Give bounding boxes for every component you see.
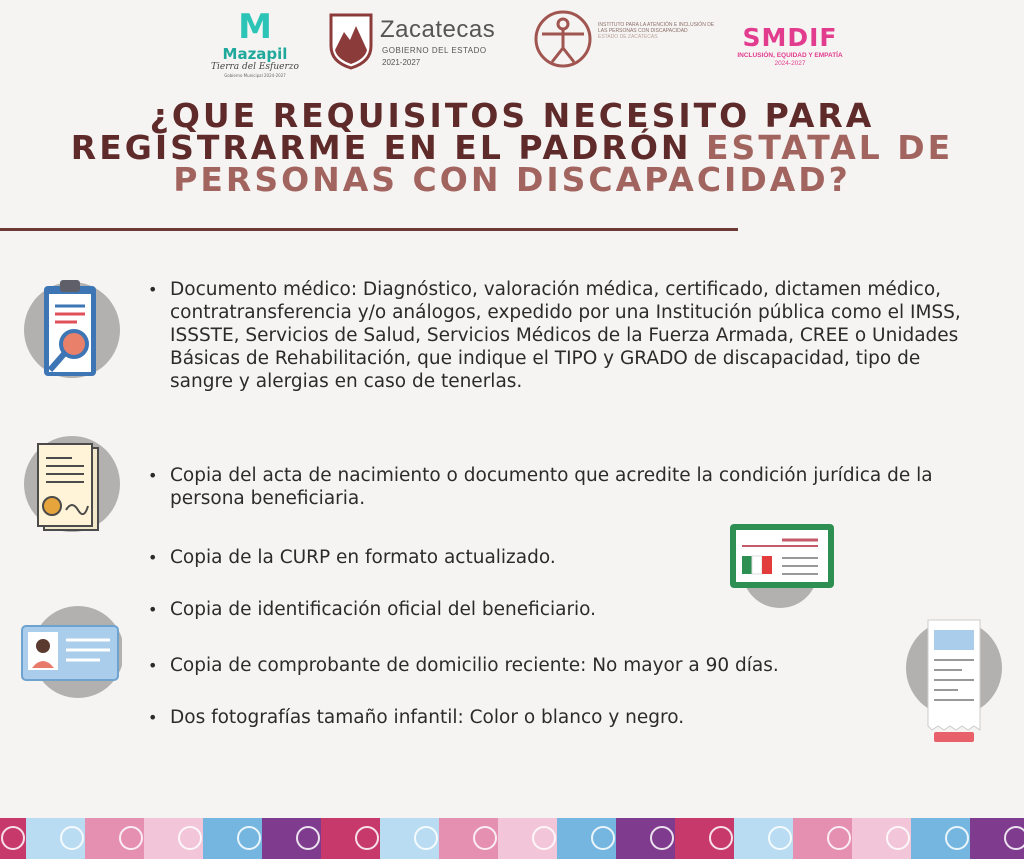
footer-tile — [85, 818, 119, 859]
bullet-icon: • — [148, 656, 158, 675]
footer-tile — [675, 818, 709, 859]
mazapil-logo-tagline: Tierra del Esfuerzo — [211, 62, 299, 72]
footer-tile — [177, 818, 204, 859]
instituto-logo-name: INSTITUTO PARA LA ATENCIÓN E INCLUSIÓN DE LAS PERSONAS CON DISCAPACIDAD — [598, 22, 715, 34]
requirement-text: Copia del acta de nacimiento o documento que acredite la condición jurídica de la persona beneficiaria. — [170, 465, 933, 509]
footer-tile — [885, 818, 912, 859]
zacatecas-logo-period: 2021-2027 — [382, 58, 421, 67]
title-line-2-dark: REGISTRARME EN EL PADRÓN — [70, 128, 692, 167]
footer-tile — [144, 818, 178, 859]
title-line-2-light: ESTATAL DE — [706, 128, 954, 167]
footer-tile — [793, 818, 827, 859]
footer-tile — [26, 818, 60, 859]
mazapil-logo-name: Mazapil — [222, 45, 288, 63]
requirement-text: Documento médico: Diagnóstico, valoración médica, certificado, dictamen médico, contratransferencia y/o análogos, expedido por una Institución pública como el IMSS, ISSSTE, Servicios de Salud, Servicios Médicos de la Fuerza Armada, CREE o Unidades Básicas de Rehabilitación, que indique el TIPO y GRADO de discapacidad, tipo de sangre y alergias en caso de tenerlas. — [170, 279, 961, 392]
footer-tile — [321, 818, 355, 859]
list-item — [148, 654, 908, 680]
footer-tile — [236, 818, 263, 859]
footer-tile — [295, 818, 322, 859]
footer-tile — [380, 818, 414, 859]
footer-tile — [1003, 818, 1024, 859]
smdif-logo-period: 2024-2027 — [774, 60, 806, 67]
footer-tile — [0, 818, 27, 859]
zacatecas-logo-subtitle: GOBIERNO DEL ESTADO — [382, 46, 487, 55]
mazapil-logo-mark: M — [238, 7, 272, 47]
list-item — [148, 706, 808, 732]
footer-tile — [767, 818, 794, 859]
footer-tiles — [0, 818, 1024, 859]
bullet-icon: • — [148, 708, 158, 727]
decorative-footer-pattern — [0, 818, 1024, 859]
bullet-icon: • — [148, 466, 158, 485]
list-item — [148, 598, 768, 624]
footer-tile — [472, 818, 499, 859]
footer-tile — [59, 818, 86, 859]
footer-tile — [262, 818, 296, 859]
requirement-text: Copia de comprobante de domicilio reciente: No mayor a 90 días. — [170, 655, 779, 676]
list-item — [148, 278, 988, 438]
footer-tile — [734, 818, 768, 859]
title-line-3: PERSONAS CON DISCAPACIDAD? — [173, 160, 851, 199]
footer-tile — [203, 818, 237, 859]
smdif-logo-slogan: INCLUSIÓN, EQUIDAD Y EMPATÍA — [737, 52, 843, 59]
footer-tile — [531, 818, 558, 859]
footer-tile — [944, 818, 971, 859]
footer-tile — [439, 818, 473, 859]
bullet-icon: • — [148, 548, 158, 567]
list-item — [148, 546, 668, 572]
footer-tile — [649, 818, 676, 859]
footer-tile — [970, 818, 1004, 859]
zacatecas-logo-name: Zacatecas — [380, 16, 496, 43]
footer-tile — [118, 818, 145, 859]
bullet-icon: • — [148, 600, 158, 619]
footer-tile — [852, 818, 886, 859]
footer-tile — [590, 818, 617, 859]
list-item — [148, 464, 948, 514]
footer-tile — [498, 818, 532, 859]
footer-tile — [354, 818, 381, 859]
smdif-logo-name: SMDIF — [742, 23, 838, 52]
requirement-text: Copia de identificación oficial del beneficiario. — [170, 599, 597, 620]
instituto-logo-state: ESTADO DE ZACATECAS — [598, 34, 658, 40]
footer-tile — [708, 818, 735, 859]
footer-tile — [616, 818, 650, 859]
footer-tile — [557, 818, 591, 859]
footer-tile — [413, 818, 440, 859]
requirement-text: Copia de la CURP en formato actualizado. — [170, 547, 556, 568]
requirement-text: Dos fotografías tamaño infantil: Color o blanco y negro. — [170, 707, 685, 728]
mazapil-logo-caption: Gobierno Municipal 2024-2027 — [224, 73, 286, 78]
footer-tile — [826, 818, 853, 859]
footer-tile — [911, 818, 945, 859]
title-line-1: ¿QUE REQUISITOS NECESITO PARA — [149, 96, 875, 135]
bullet-icon: • — [148, 280, 158, 299]
